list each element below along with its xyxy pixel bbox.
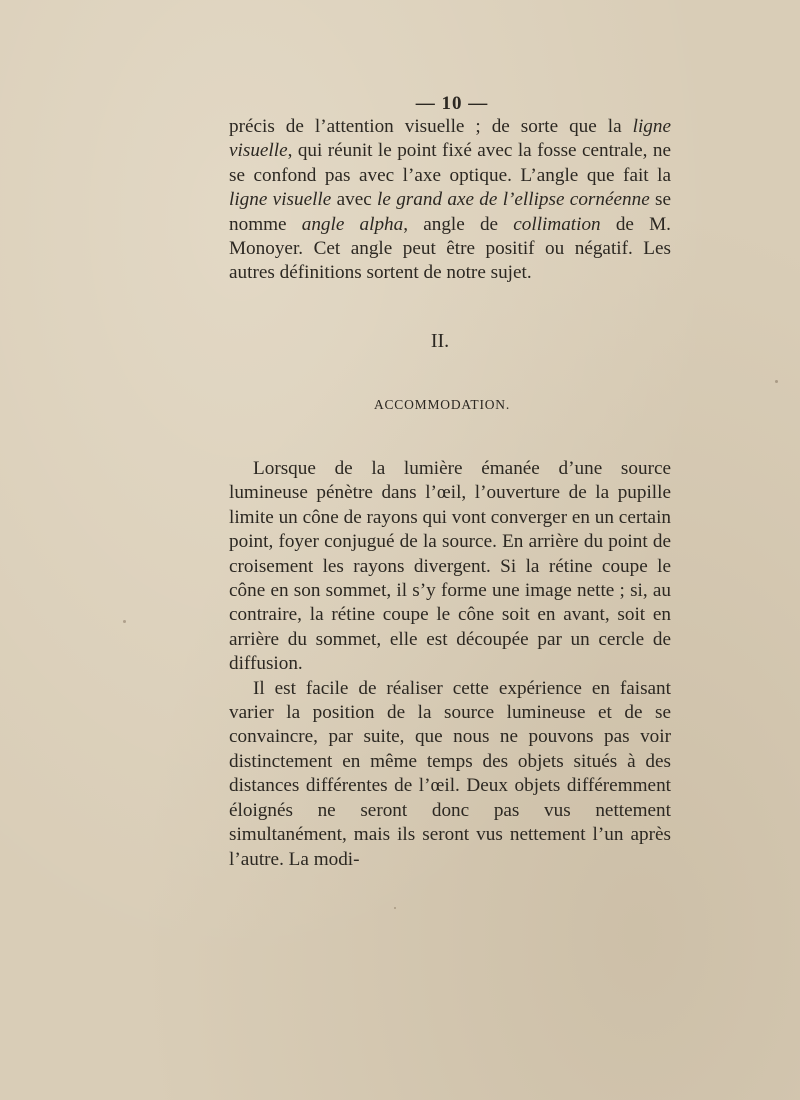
italic-term: angle alpha — [301, 213, 404, 235]
italic-term: ligne visuelle — [229, 116, 671, 162]
italic-term: collimation — [513, 213, 601, 235]
paragraph-1 — [229, 115, 671, 286]
text-run: se nomme — [229, 189, 672, 235]
text-run: avec — [331, 189, 378, 211]
text-run: précis de l’attention visuelle ; de sorte que la — [229, 116, 633, 137]
italic-term: le grand axe de l’ellipse cornéenne — [377, 189, 650, 211]
paper-speck — [394, 907, 396, 909]
paper-speck — [123, 620, 126, 623]
body-text — [229, 457, 671, 872]
paper-speck — [775, 380, 778, 383]
paragraph-3: Il est facile de réaliser cette expérience en faisant varier la position de la source lumineuse et de se convaincre, par suite, que nous ne pouvons pas voir distinctement en même temps des objets situés à des distances différentes de l’œil. Deux objets différemment éloignés ne seront donc pas vus nettement simultanément, mais ils seront vus nettement l’un après l’autre. La modi- — [229, 677, 671, 870]
section-number: II. — [430, 330, 450, 352]
text-run: de M. Monoyer. Cet angle peut être positif ou négatif. Les autres définitions sortent de notre sujet. — [229, 213, 671, 284]
text-run: , qui réunit le point fixé avec la fosse centrale, ne se confond pas avec l’axe optique. L’angle que fait la — [229, 140, 671, 186]
section-title: ACCOMMODATION. — [373, 397, 511, 412]
italic-term: ligne visuelle — [229, 189, 332, 211]
page-number: — 10 — — [415, 93, 489, 114]
paragraph-2: Lorsque de la lumière émanée d’une source lumineuse pénètre dans l’œil, l’ouverture de la pupille limite un cône de rayons qui vont converger en un certain point, foyer conjugué de la source. En arrière du point de croisement les rayons divergent. Si la rétine coupe le cône en son sommet, il s’y forme une image nette ; si, au contraire, la rétine coupe le cône soit en avant, soit en arrière du sommet, elle est découpée par un cercle de diffusion. — [229, 458, 671, 675]
text-run: , angle de — [403, 213, 514, 235]
